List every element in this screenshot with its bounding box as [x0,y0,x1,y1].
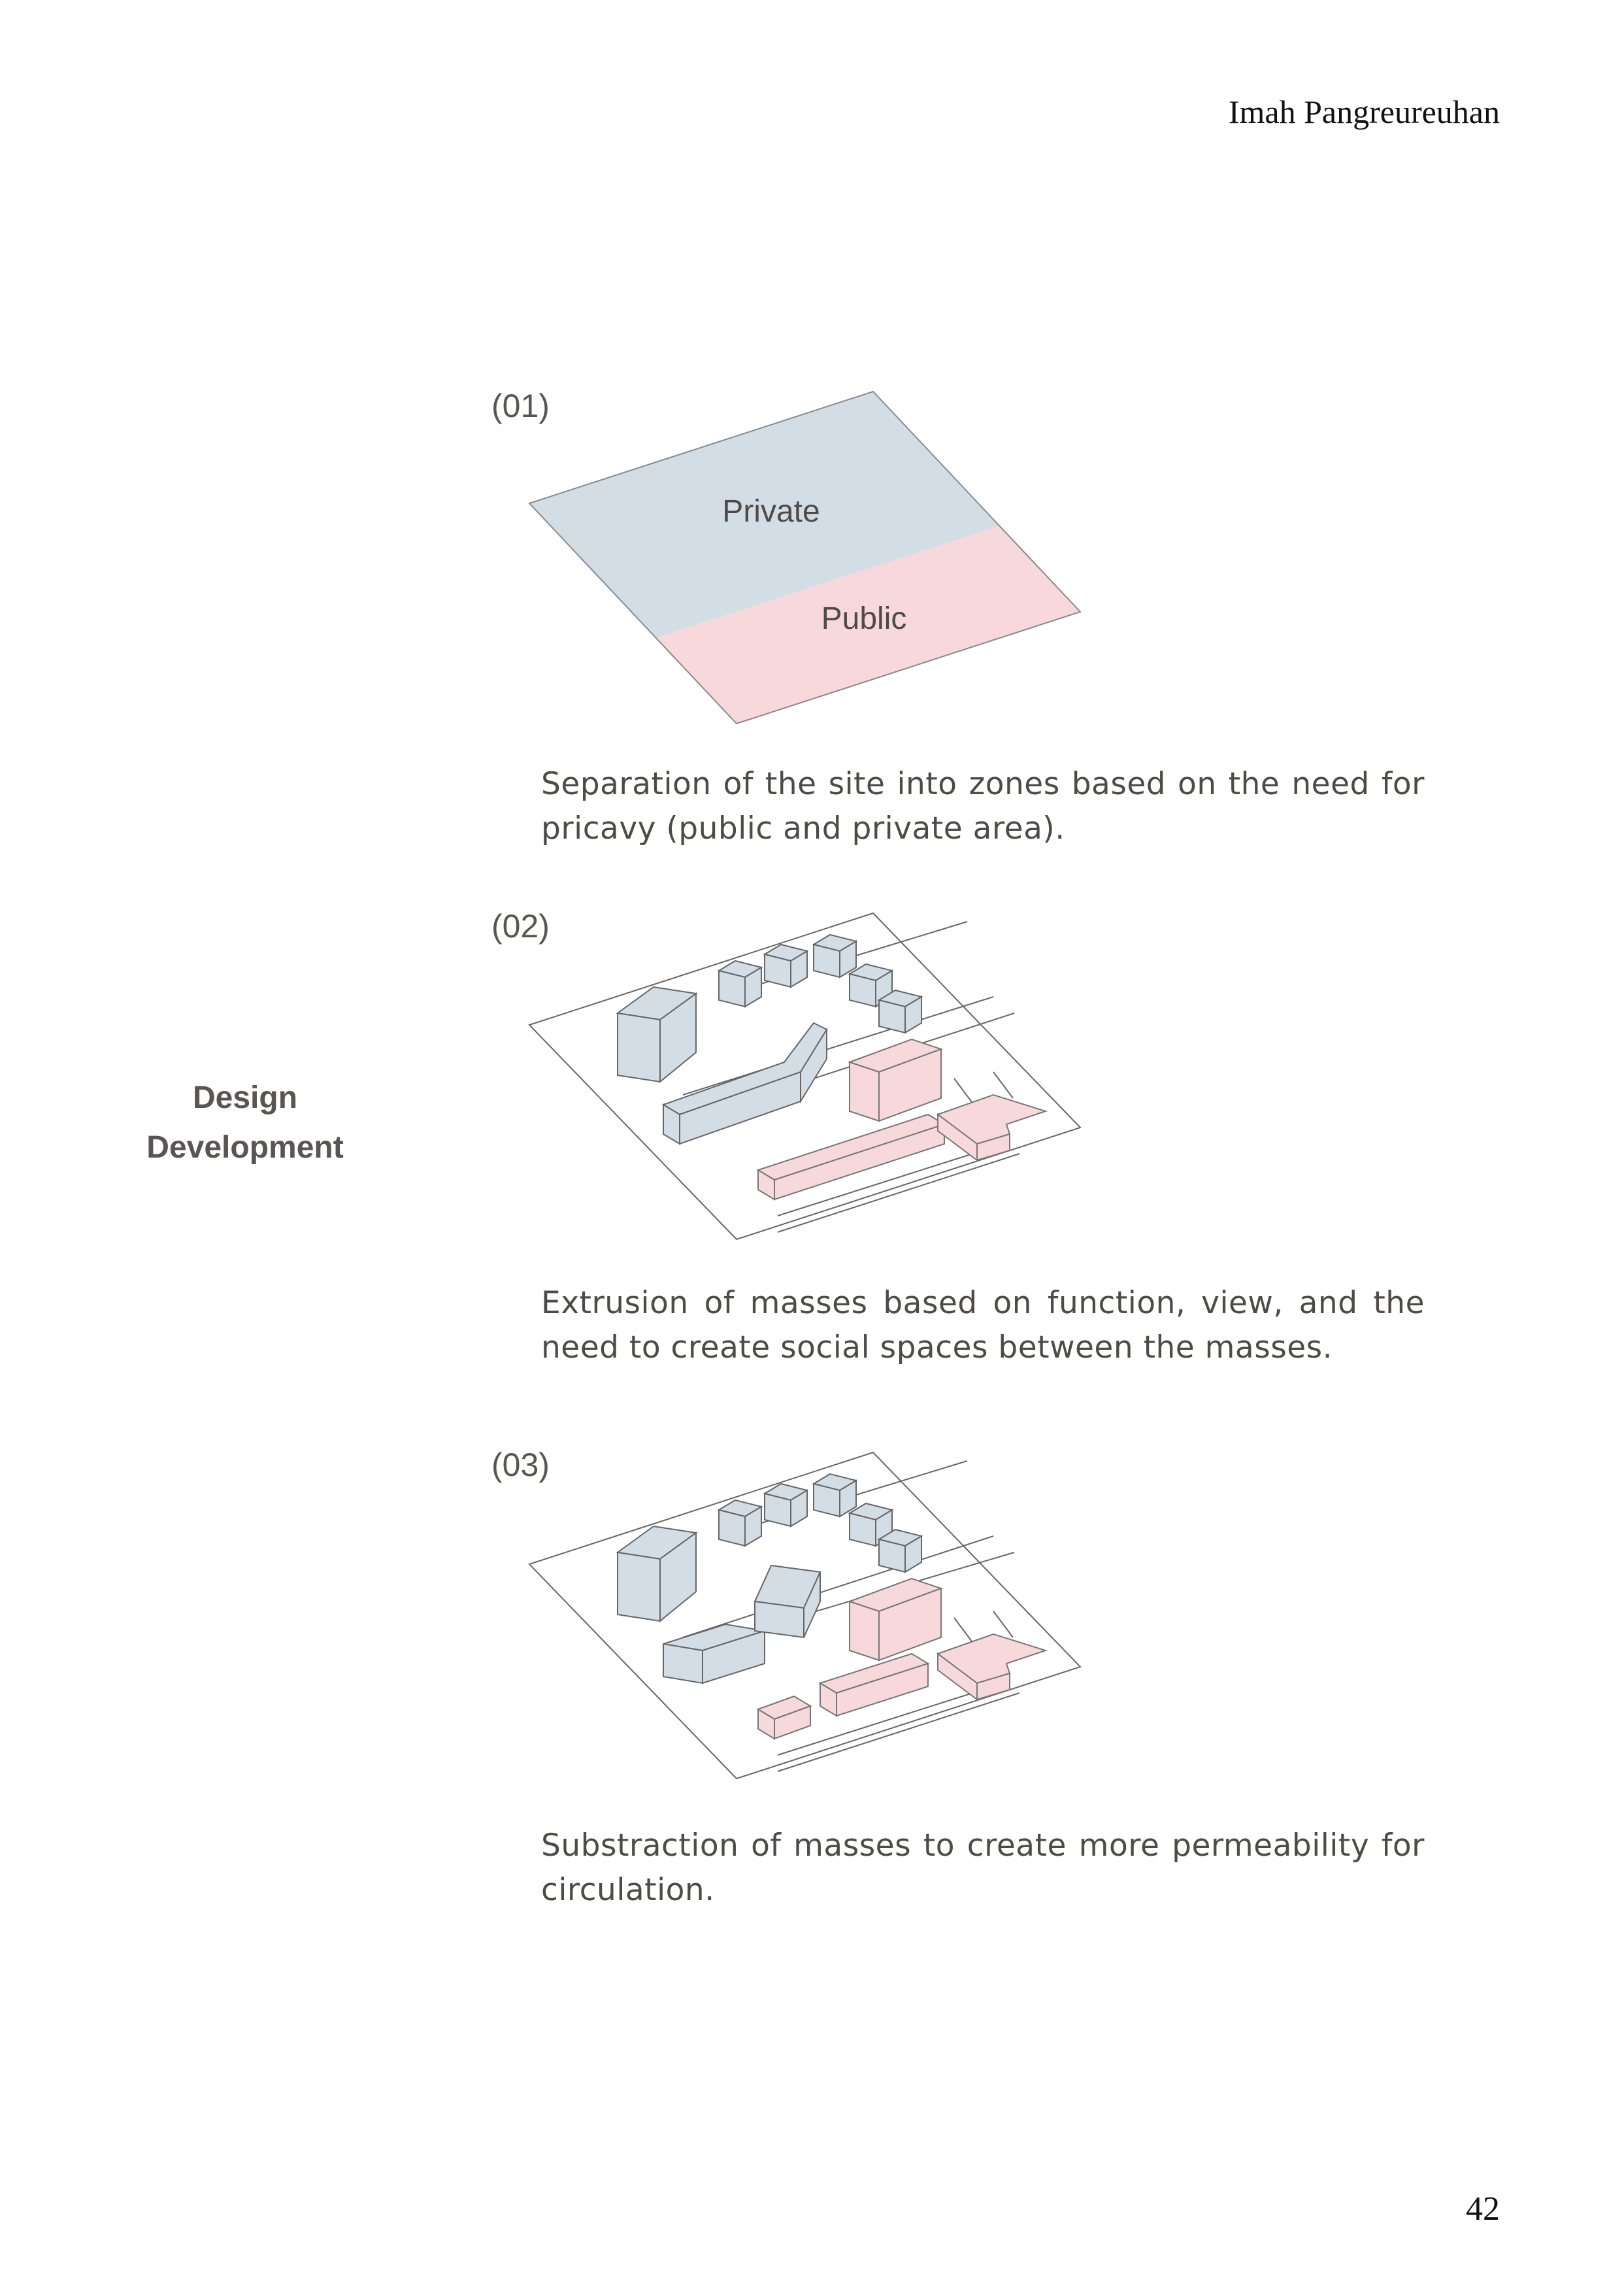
step-label-03: (03) [491,1447,550,1483]
public-zone-label: Public [821,601,907,636]
private-zone-label: Private [722,494,820,529]
header-title: Imah Pangreureuhan [1228,93,1500,130]
section-title-line-1: Design [192,1080,298,1115]
section-title [131,1073,359,1173]
step-caption-03: Substraction of masses to create more permeability for circulation. [541,1828,1425,1908]
step-caption-01: Separation of the site into zones based on the need for pricavy (public and private area). [541,766,1425,846]
zoning-diagram [516,382,1104,729]
massing-diagram-subtraction [516,1441,1104,1794]
step-label-02: (02) [491,908,550,945]
page-number: 42 [1466,2190,1500,2228]
step-caption-02: Extrusion of masses based on function, view, and the need to create social spaces between the masses. [541,1285,1425,1365]
step-label-01: (01) [491,388,550,424]
massing-diagram-extrusion [516,902,1104,1255]
section-title-line-2: Development [146,1130,344,1165]
